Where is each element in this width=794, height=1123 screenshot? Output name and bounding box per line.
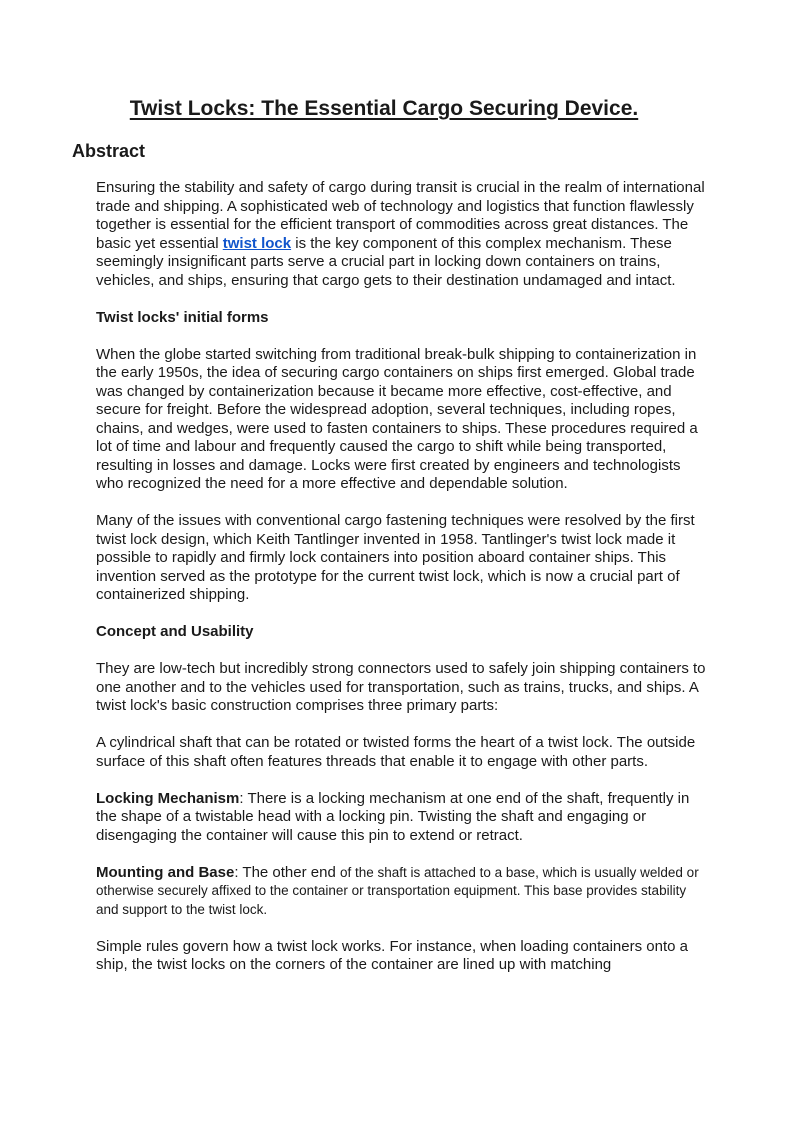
locking-mechanism-paragraph xyxy=(96,790,708,846)
concept-paragraph-1: They are low-tech but incredibly strong connectors used to safely join shipping containers to one another and to the vehicles used for transportation, such as trains, trucks, and ships. A twist lock's basic construction comprises three primary parts: xyxy=(96,660,706,714)
abstract-heading: Abstract xyxy=(72,141,146,161)
intro-text-before-link: Ensuring the stability and safety of cargo during transit is crucial in the realm of international trade and shipping. A sophisticated web of technology and logistics that function flawlessly together is essential for the efficient transport of commodities across great distances. The basic yet essential xyxy=(96,179,705,252)
mounting-base-text-b: of the shaft is attached to a base, which is usually welded or otherwise securely affixed to the container or transportation equipment. This base provides stability and support to the twist lock. xyxy=(96,864,699,917)
intro-paragraph xyxy=(96,179,708,290)
intro-text-after-link: is the key component of this complex mechanism. These seemingly insignificant parts serve a crucial part in locking down containers on trains, vehicles, and ships, ensuring that cargo gets to their destination undamaged and intact. xyxy=(96,234,676,289)
mounting-base-paragraph xyxy=(96,864,708,920)
locking-mechanism-text: : There is a locking mechanism at one end of the shaft, frequently in the shape of a twistable head with a locking pin. Twisting the shaft and engaging or disengaging the container will cause this pin to extend or retract. xyxy=(96,789,690,844)
concept-heading: Concept and Usability xyxy=(96,623,254,640)
document-body xyxy=(96,179,708,975)
how-it-works-paragraph: Simple rules govern how a twist lock works. For instance, when loading containers onto a ship, the twist locks on the corners of the container are lined up with matching xyxy=(96,937,688,973)
initial-forms-paragraph-2: Many of the issues with conventional cargo fastening techniques were resolved by the first twist lock design, which Keith Tantlinger invented in 1958. Tantlinger's twist lock made it possible to rapidly and firmly lock containers into position aboard container ships. This invention served as the prototype for the current twist lock, which is now a crucial part of containerized shipping. xyxy=(96,512,695,603)
twist-lock-link[interactable]: twist lock xyxy=(222,234,292,252)
mounting-base-label: Mounting and Base xyxy=(96,863,235,881)
locking-mechanism-label: Locking Mechanism xyxy=(96,789,240,807)
concept-paragraph-2: A cylindrical shaft that can be rotated or twisted forms the heart of a twist lock. The outside surface of this shaft often features threads that enable it to engage with other parts. xyxy=(96,734,696,770)
initial-forms-heading: Twist locks' initial forms xyxy=(96,308,269,326)
initial-forms-paragraph-1: When the globe started switching from traditional break-bulk shipping to containerization in the early 1950s, the idea of securing cargo containers on ships first emerged. Global trade was changed by containerization because it became more effective, cost-effective, and secure for freight. Before the widespread adoption, several techniques, including ropes, chains, and wedges, were used to fasten containers to ships. These procedures required a lot of time and labour and frequently caused the cargo to shift while being transported, resulting in losses and damage. Locks were first created by engineers and technologists who recognized the need for a more effective and dependable solution. xyxy=(96,345,698,492)
mounting-base-text-a: : The other end xyxy=(234,863,340,881)
document-title: Twist Locks: The Essential Cargo Securing Device. xyxy=(129,97,639,120)
